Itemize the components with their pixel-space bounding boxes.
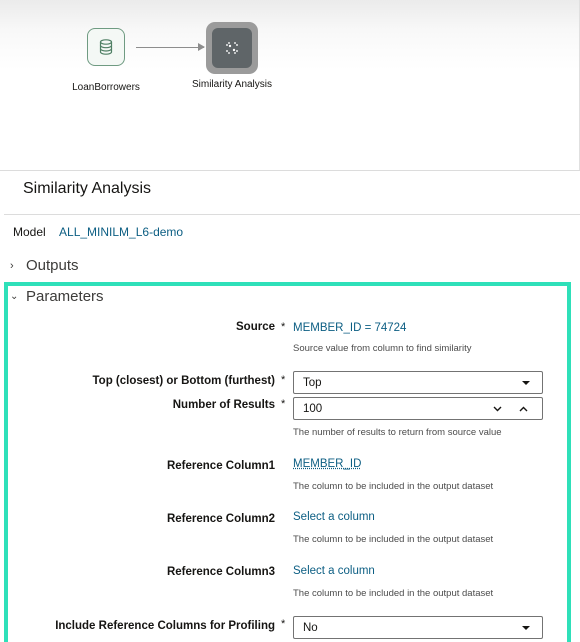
top-bottom-label: Top (closest) or Bottom (furthest) (92, 375, 275, 387)
chevron-right-icon: › (10, 259, 14, 272)
ref-column2-label: Reference Column2 (166, 513, 275, 525)
flow-canvas[interactable] (0, 0, 580, 170)
outputs-section-toggle[interactable] (10, 257, 79, 274)
parameters-section-toggle[interactable] (10, 288, 104, 305)
include-ref-select[interactable] (293, 616, 543, 639)
ref-column1-link[interactable]: MEMBER_ID (293, 458, 362, 470)
source-help-text: Source value from column to find similarity (293, 343, 472, 354)
ref-column3-help-text: The column to be included in the output dataset (293, 588, 494, 599)
ref-column3-label: Reference Column3 (166, 566, 275, 578)
model-label: Model (13, 225, 46, 239)
num-results-value: 100 (303, 402, 323, 415)
panel-title: Similarity Analysis (23, 180, 152, 197)
caret-down-icon (522, 626, 530, 630)
source-label: Source (236, 321, 275, 333)
parameters-label: Parameters (26, 288, 104, 305)
ref-column2-help-text: The column to be included in the output dataset (293, 534, 494, 545)
source-value-link[interactable]: MEMBER_ID = 74724 (293, 322, 407, 334)
required-marker: * (281, 398, 286, 410)
divider (4, 214, 580, 215)
num-results-stepper[interactable] (293, 397, 543, 420)
ref-column2-link[interactable]: Select a column (293, 511, 375, 523)
include-ref-label: Include Reference Columns for Profiling (55, 620, 275, 632)
database-icon (87, 28, 125, 66)
num-results-label: Number of Results (172, 399, 275, 411)
top-bottom-select[interactable] (293, 371, 543, 394)
ref-column3-link[interactable]: Select a column (293, 565, 375, 577)
include-ref-value: No (303, 621, 318, 634)
outputs-label: Outputs (26, 257, 79, 274)
node-label: Similarity Analysis (191, 79, 273, 90)
chevron-down-icon: ⌄ (10, 291, 19, 302)
node-label: LoanBorrowers (72, 82, 140, 93)
required-marker: * (281, 321, 286, 333)
top-bottom-value: Top (303, 376, 322, 389)
ref-column1-label: Reference Column1 (166, 460, 275, 472)
node-loanborrowers[interactable] (66, 28, 146, 93)
caret-down-icon (522, 381, 530, 385)
chevron-up-icon[interactable] (514, 401, 532, 417)
node-similarity-analysis[interactable] (182, 22, 282, 90)
required-marker: * (281, 618, 286, 630)
required-marker: * (281, 374, 286, 386)
chevron-down-icon[interactable] (488, 401, 506, 417)
model-link[interactable]: ALL_MINILM_L6-demo (59, 225, 184, 239)
divider (0, 170, 580, 171)
ref-column1-help-text: The column to be included in the output dataset (293, 481, 494, 492)
model-row (13, 225, 183, 239)
num-results-help-text: The number of results to return from source value (293, 427, 502, 438)
node-selected-frame (206, 22, 258, 74)
similarity-icon (212, 28, 252, 68)
